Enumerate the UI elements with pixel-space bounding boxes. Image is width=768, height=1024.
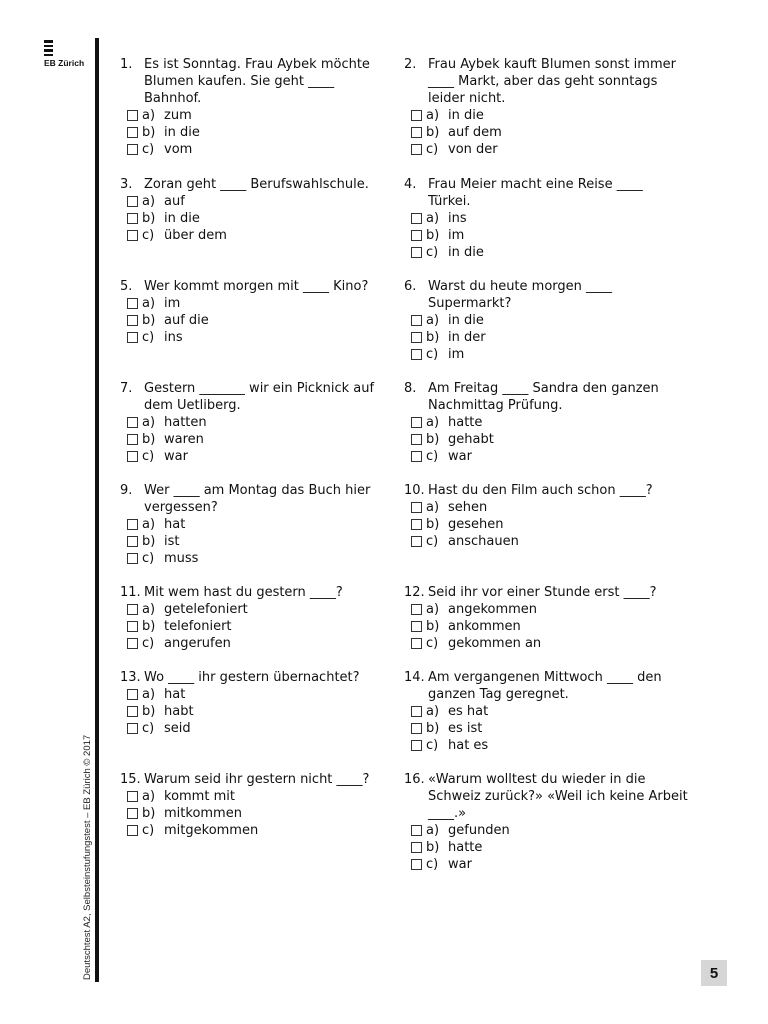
option-text: gefunden [448, 823, 510, 838]
question-10 [404, 482, 689, 550]
option-letter: b) [426, 517, 440, 532]
question-prompt [404, 584, 689, 601]
option-text: hatte [448, 840, 483, 855]
question-text-line: Warum seid ihr gestern nicht ____? [144, 772, 370, 787]
checkbox-icon[interactable] [127, 689, 138, 700]
question-text-line: Hast du den Film auch schon ____? [428, 483, 653, 498]
option-letter: a) [142, 517, 156, 532]
question-prompt [404, 380, 689, 414]
answer-option[interactable] [404, 839, 689, 856]
option-letter: b) [426, 432, 440, 447]
answer-option[interactable] [404, 244, 689, 261]
question-8 [404, 380, 689, 465]
answer-option[interactable] [404, 499, 689, 516]
question-text-line: leider nicht. [428, 91, 506, 106]
option-text: in die [448, 108, 484, 123]
checkbox-icon[interactable] [127, 536, 138, 547]
question-3 [120, 176, 395, 244]
answer-option[interactable] [120, 193, 395, 210]
option-letter: a) [426, 415, 440, 430]
question-12 [404, 584, 689, 652]
option-letter: b) [426, 840, 440, 855]
question-7 [120, 380, 395, 465]
answer-option[interactable] [404, 703, 689, 720]
answer-option[interactable] [404, 141, 689, 158]
checkbox-icon[interactable] [411, 144, 422, 155]
question-text-line: Zoran geht ____ Berufswahlschule. [144, 177, 369, 192]
question-number: 15. [120, 772, 141, 787]
checkbox-icon[interactable] [411, 536, 422, 547]
checkbox-icon[interactable] [411, 332, 422, 343]
question-text-line: «Warum wolltest du wieder in die [428, 772, 646, 787]
option-letter: c) [426, 857, 439, 872]
option-letter: c) [142, 449, 155, 464]
checkbox-icon[interactable] [127, 110, 138, 121]
margin-rule [95, 38, 99, 982]
answer-option[interactable] [404, 448, 689, 465]
question-text-line: Gestern _______ wir ein Picknick auf [144, 381, 375, 396]
question-text [144, 56, 395, 107]
question-text-line: Supermarkt? [428, 296, 512, 311]
checkbox-icon[interactable] [411, 519, 422, 530]
option-letter: a) [426, 602, 440, 617]
answer-option[interactable] [120, 107, 395, 124]
checkbox-icon[interactable] [127, 315, 138, 326]
answer-option[interactable] [120, 141, 395, 158]
option-letter: a) [142, 687, 156, 702]
answer-option[interactable] [404, 210, 689, 227]
option-text: es hat [448, 704, 489, 719]
answer-option[interactable] [120, 124, 395, 141]
question-number: 7. [120, 381, 133, 396]
option-letter: b) [142, 619, 156, 634]
page-number: 5 [701, 960, 727, 986]
option-text: ist [164, 534, 180, 549]
checkbox-icon[interactable] [127, 825, 138, 836]
checkbox-icon[interactable] [411, 451, 422, 462]
checkbox-icon[interactable] [127, 451, 138, 462]
checkbox-icon[interactable] [127, 791, 138, 802]
question-text-line: Wer kommt morgen mit ____ Kino? [144, 279, 369, 294]
answer-option[interactable] [120, 720, 395, 737]
option-letter: c) [142, 228, 155, 243]
checkbox-icon[interactable] [127, 332, 138, 343]
answer-option[interactable] [120, 686, 395, 703]
option-text: auf [164, 194, 185, 209]
answer-option[interactable] [120, 210, 395, 227]
option-text: hatten [164, 415, 207, 430]
option-text: mitgekommen [164, 823, 259, 838]
option-text: zum [164, 108, 192, 123]
option-text: in der [448, 330, 486, 345]
logo-bars-icon [44, 40, 53, 56]
question-text [428, 482, 689, 499]
checkbox-icon[interactable] [411, 315, 422, 326]
question-text [428, 380, 689, 414]
answer-option[interactable] [404, 227, 689, 244]
option-letter: a) [142, 602, 156, 617]
question-prompt [404, 176, 689, 210]
checkbox-icon[interactable] [127, 417, 138, 428]
option-letter: b) [426, 330, 440, 345]
option-text: habt [164, 704, 194, 719]
option-letter: a) [142, 415, 156, 430]
question-number: 16. [404, 772, 425, 787]
option-letter: a) [142, 194, 156, 209]
option-text: in die [164, 211, 200, 226]
option-letter: a) [426, 823, 440, 838]
question-text-line: Wer ____ am Montag das Buch hier [144, 483, 371, 498]
option-letter: a) [426, 704, 440, 719]
option-letter: b) [426, 619, 440, 634]
answer-option[interactable] [404, 737, 689, 754]
option-letter: a) [426, 211, 440, 226]
option-letter: a) [426, 500, 440, 515]
answer-option[interactable] [120, 448, 395, 465]
question-text [428, 56, 689, 107]
question-text-line: Warst du heute morgen ____ [428, 279, 613, 294]
answer-option[interactable] [120, 805, 395, 822]
footer-copyright: Deutschtest A2, Selbsteinstufungstest – EB Zürich © 2017 [82, 734, 93, 980]
checkbox-icon[interactable] [411, 604, 422, 615]
question-text [144, 584, 395, 601]
question-text-line: Türkei. [428, 194, 471, 209]
option-letter: c) [142, 721, 155, 736]
option-text: angekommen [448, 602, 538, 617]
checkbox-icon[interactable] [127, 638, 138, 649]
logo-text: EB Zürich [44, 58, 85, 68]
question-number: 13. [120, 670, 141, 685]
option-text: seid [164, 721, 191, 736]
question-text-line: ____.» [428, 806, 467, 821]
option-text: gekommen an [448, 636, 542, 651]
checkbox-icon[interactable] [411, 740, 422, 751]
option-letter: a) [142, 789, 156, 804]
question-number: 3. [120, 177, 133, 192]
checkbox-icon[interactable] [127, 706, 138, 717]
question-prompt [120, 176, 395, 193]
question-text-line: Am vergangenen Mittwoch ____ den [428, 670, 662, 685]
question-number: 1. [120, 57, 133, 72]
checkbox-icon[interactable] [127, 144, 138, 155]
option-text: mitkommen [164, 806, 242, 821]
option-letter: c) [426, 245, 439, 260]
question-number: 10. [404, 483, 425, 498]
option-text: über dem [164, 228, 227, 243]
question-prompt [120, 56, 395, 107]
question-1 [120, 56, 395, 158]
option-letter: b) [426, 125, 440, 140]
option-text: im [448, 228, 465, 243]
option-text: sehen [448, 500, 488, 515]
question-text [144, 669, 395, 686]
answer-option[interactable] [120, 533, 395, 550]
answer-option[interactable] [120, 431, 395, 448]
option-text: hat [164, 517, 186, 532]
answer-option[interactable] [120, 635, 395, 652]
question-text [144, 771, 395, 788]
checkbox-icon[interactable] [411, 110, 422, 121]
option-letter: c) [426, 738, 439, 753]
question-number: 2. [404, 57, 417, 72]
option-text: ankommen [448, 619, 521, 634]
checkbox-icon[interactable] [411, 213, 422, 224]
question-text-line: dem Uetliberg. [144, 398, 241, 413]
checkbox-icon[interactable] [411, 349, 422, 360]
checkbox-icon[interactable] [411, 434, 422, 445]
answer-option[interactable] [120, 618, 395, 635]
question-15 [120, 771, 395, 839]
checkbox-icon[interactable] [127, 621, 138, 632]
option-text: vom [164, 142, 193, 157]
answer-option[interactable] [404, 312, 689, 329]
question-text-line: Wo ____ ihr gestern übernachtet? [144, 670, 360, 685]
question-number: 4. [404, 177, 417, 192]
option-letter: c) [426, 636, 439, 651]
question-text-line: Schweiz zurück?» «Weil ich keine Arbeit [428, 789, 688, 804]
option-text: angerufen [164, 636, 231, 651]
option-letter: b) [142, 806, 156, 821]
question-2 [404, 56, 689, 158]
question-prompt [404, 771, 689, 822]
answer-option[interactable] [404, 329, 689, 346]
checkbox-icon[interactable] [127, 213, 138, 224]
question-6 [404, 278, 689, 363]
option-letter: c) [426, 534, 439, 549]
question-prompt [404, 669, 689, 703]
option-letter: c) [426, 142, 439, 157]
option-letter: c) [142, 142, 155, 157]
option-text: im [448, 347, 465, 362]
checkbox-icon[interactable] [127, 553, 138, 564]
checkbox-icon[interactable] [411, 825, 422, 836]
option-letter: b) [426, 721, 440, 736]
question-text [428, 584, 689, 601]
answer-option[interactable] [404, 414, 689, 431]
option-letter: a) [142, 108, 156, 123]
question-13 [120, 669, 395, 737]
question-prompt [404, 56, 689, 107]
checkbox-icon[interactable] [411, 842, 422, 853]
question-text-line: Frau Aybek kauft Blumen sonst immer [428, 57, 676, 72]
answer-option[interactable] [404, 107, 689, 124]
answer-option[interactable] [404, 822, 689, 839]
checkbox-icon[interactable] [411, 502, 422, 513]
option-text: gesehen [448, 517, 504, 532]
question-text-line: Mit wem hast du gestern ____? [144, 585, 343, 600]
option-letter: b) [142, 211, 156, 226]
question-prompt [120, 771, 395, 788]
checkbox-icon[interactable] [411, 621, 422, 632]
question-prompt [120, 482, 395, 516]
answer-option[interactable] [120, 788, 395, 805]
question-prompt [404, 278, 689, 312]
question-number: 12. [404, 585, 425, 600]
option-letter: a) [142, 296, 156, 311]
option-letter: b) [142, 704, 156, 719]
option-letter: c) [142, 330, 155, 345]
answer-option[interactable] [120, 312, 395, 329]
answer-option[interactable] [120, 822, 395, 839]
option-letter: b) [142, 313, 156, 328]
checkbox-icon[interactable] [127, 519, 138, 530]
checkbox-icon[interactable] [127, 808, 138, 819]
question-prompt [120, 669, 395, 686]
option-text: hatte [448, 415, 483, 430]
question-text-line: Es ist Sonntag. Frau Aybek möchte [144, 57, 370, 72]
checkbox-icon[interactable] [411, 706, 422, 717]
question-text-line: Am Freitag ____ Sandra den ganzen [428, 381, 659, 396]
question-16 [404, 771, 689, 873]
question-text [144, 176, 395, 193]
question-text [428, 771, 689, 822]
checkbox-icon[interactable] [411, 247, 422, 258]
answer-option[interactable] [404, 720, 689, 737]
question-text [428, 278, 689, 312]
answer-option[interactable] [404, 516, 689, 533]
eb-zurich-logo [44, 40, 84, 68]
answer-option[interactable] [120, 516, 395, 533]
answer-option[interactable] [404, 618, 689, 635]
checkbox-icon[interactable] [411, 723, 422, 734]
question-text [428, 176, 689, 210]
option-letter: a) [426, 108, 440, 123]
question-prompt [404, 482, 689, 499]
option-letter: b) [142, 534, 156, 549]
question-text [144, 380, 395, 414]
question-text [144, 482, 395, 516]
answer-option[interactable] [120, 703, 395, 720]
option-text: war [164, 449, 188, 464]
option-text: anschauen [448, 534, 519, 549]
answer-option[interactable] [404, 601, 689, 618]
checkbox-icon[interactable] [411, 417, 422, 428]
option-text: in die [448, 313, 484, 328]
question-number: 6. [404, 279, 417, 294]
question-5 [120, 278, 395, 346]
question-text-line: Seid ihr vor einer Stunde erst ____? [428, 585, 657, 600]
option-text: war [448, 449, 472, 464]
checkbox-icon[interactable] [127, 604, 138, 615]
answer-option[interactable] [404, 124, 689, 141]
option-text: es ist [448, 721, 483, 736]
answer-option[interactable] [404, 635, 689, 652]
question-prompt [120, 584, 395, 601]
option-text: ins [164, 330, 183, 345]
checkbox-icon[interactable] [127, 723, 138, 734]
answer-option[interactable] [404, 346, 689, 363]
option-letter: c) [142, 823, 155, 838]
question-number: 9. [120, 483, 133, 498]
answer-option[interactable] [404, 856, 689, 873]
question-9 [120, 482, 395, 567]
question-number: 14. [404, 670, 425, 685]
answer-option[interactable] [404, 431, 689, 448]
option-text: ins [448, 211, 467, 226]
checkbox-icon[interactable] [127, 196, 138, 207]
answer-option[interactable] [120, 601, 395, 618]
answer-option[interactable] [120, 329, 395, 346]
question-text-line: Blumen kaufen. Sie geht ____ Bahnhof. [144, 74, 335, 106]
question-4 [404, 176, 689, 261]
option-text: auf die [164, 313, 209, 328]
question-text-line: ganzen Tag geregnet. [428, 687, 569, 702]
option-text: hat es [448, 738, 489, 753]
option-text: im [164, 296, 181, 311]
option-text: auf dem [448, 125, 502, 140]
option-letter: c) [142, 636, 155, 651]
option-text: von der [448, 142, 498, 157]
option-text: waren [164, 432, 204, 447]
question-text [428, 669, 689, 703]
question-text-line: vergessen? [144, 500, 218, 515]
checkbox-icon[interactable] [127, 127, 138, 138]
checkbox-icon[interactable] [411, 638, 422, 649]
checkbox-icon[interactable] [127, 434, 138, 445]
option-text: in die [164, 125, 200, 140]
question-text [144, 278, 395, 295]
option-text: hat [164, 687, 186, 702]
option-text: muss [164, 551, 199, 566]
question-number: 8. [404, 381, 417, 396]
option-letter: b) [142, 432, 156, 447]
answer-option[interactable] [120, 550, 395, 567]
question-number: 11. [120, 585, 141, 600]
checkbox-icon[interactable] [127, 298, 138, 309]
option-letter: c) [426, 347, 439, 362]
checkbox-icon[interactable] [411, 127, 422, 138]
question-number: 5. [120, 279, 133, 294]
answer-option[interactable] [120, 414, 395, 431]
checkbox-icon[interactable] [127, 230, 138, 241]
option-text: gehabt [448, 432, 494, 447]
option-text: war [448, 857, 472, 872]
answer-option[interactable] [120, 227, 395, 244]
question-prompt [120, 278, 395, 295]
option-letter: c) [142, 551, 155, 566]
option-text: getelefoniert [164, 602, 248, 617]
question-text-line: Frau Meier macht eine Reise ____ [428, 177, 643, 192]
option-letter: a) [426, 313, 440, 328]
answer-option[interactable] [120, 295, 395, 312]
option-text: in die [448, 245, 484, 260]
option-text: kommt mit [164, 789, 235, 804]
option-letter: b) [426, 228, 440, 243]
option-letter: c) [426, 449, 439, 464]
question-14 [404, 669, 689, 754]
option-text: telefoniert [164, 619, 232, 634]
question-text-line: ____ Markt, aber das geht sonntags [428, 74, 658, 89]
option-letter: b) [142, 125, 156, 140]
checkbox-icon[interactable] [411, 230, 422, 241]
checkbox-icon[interactable] [411, 859, 422, 870]
answer-option[interactable] [404, 533, 689, 550]
question-prompt [120, 380, 395, 414]
question-11 [120, 584, 395, 652]
question-text-line: Nachmittag Prüfung. [428, 398, 563, 413]
